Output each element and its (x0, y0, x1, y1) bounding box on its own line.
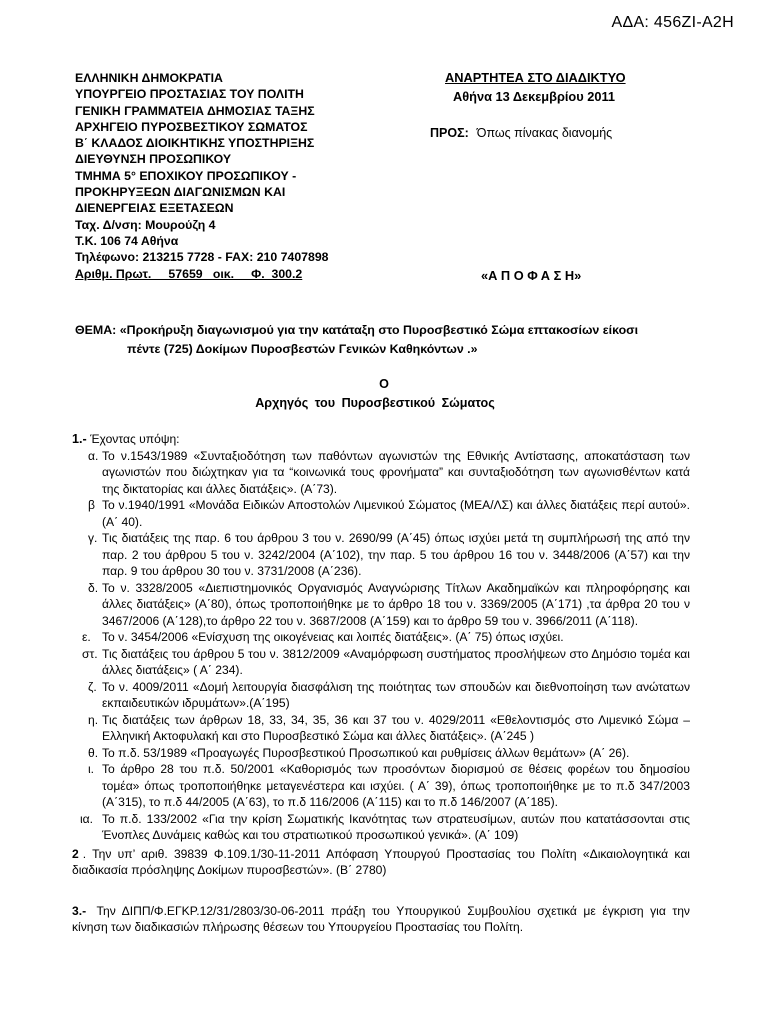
item-label: θ. (88, 745, 99, 760)
publish-notice: ΑΝΑΡΤΗΤΕΑ ΣΤΟ ΔΙΑΔΙΚΤΥΟ (445, 70, 626, 85)
recipient-line (430, 126, 612, 140)
postal-code-line: Τ.Κ. 106 74 Αθήνα (75, 233, 179, 248)
subject (75, 321, 695, 359)
section-1-intro (72, 431, 690, 448)
heading-chief: Αρχηγός του Πυροσβεστικού Σώματος (255, 396, 495, 410)
section-1-intro-text: Έχοντας υπόψη: (90, 432, 180, 446)
consideration-item (72, 497, 690, 530)
item-text: Το ν. 3454/2006 «Ενίσχυση της οικογένειας και λοιπές διατάξεις». (Α΄ 75) όπως ισχύει. (102, 630, 564, 644)
consideration-item (72, 580, 690, 630)
consideration-item (72, 745, 690, 762)
ada-code: ΑΔΑ: 456ΖΙ-Α2Η (611, 14, 734, 31)
item-label: ι. (88, 762, 95, 776)
item-label: η. (88, 712, 99, 727)
subject-line-1: ΘΕΜΑ: «Προκήρυξη διαγωνισμού για την κατάταξη στο Πυροσβεστικό Σώμα επτακοσίων είκοσι (75, 323, 639, 337)
header-line: ΔΙΕΥΘΥΝΣΗ ΠΡΟΣΩΠΙΚΟΥ (75, 152, 232, 167)
item-text: Το ν. 4009/2011 «Δομή λειτουργία διασφάλιση της ποιότητας των σπουδών και διεθνοποίηση των ανώτατων εκπαιδευτικών ιδρυμάτων».(Α΄195) (102, 679, 690, 710)
item-text: Το π.δ. 53/1989 «Προαγωγές Πυροσβεστικού Προσωπικού και ρυθμίσεις άλλων θεμάτων» (Α΄ 26). (102, 745, 630, 760)
item-text: Τις διατάξεις της παρ. 6 του άρθρου 3 του ν. 2690/99 (Α΄45) όπως ισχύει μετά τη συμπλήρωσή της από την παρ. 2 του άρθρου 5 του ν. 3242/2004 (Α΄102), την παρ. 5 του άρθρου 16 του ν. 3448/2006 (Α΄57) και την παρ. 9 του άρθρου 30 του ν. 3731/2008 (Α΄236). (102, 531, 690, 578)
address-line: Ταχ. Δ/νση: Μουρούζη 4 (75, 217, 216, 232)
consideration-item (72, 646, 690, 679)
consideration-item (72, 811, 690, 844)
protocol-number: Αριθμ. Πρωτ. 57659 οικ. Φ. 300.2 (75, 266, 303, 281)
heading-o: Ο (379, 377, 389, 391)
header-line: Β΄ ΚΛΑΔΟΣ ΔΙΟΙΚΗΤΙΚΗΣ ΥΠΟΣΤΗΡΙΞΗΣ (75, 136, 315, 151)
item-label: ζ. (88, 679, 97, 694)
item-text: Το άρθρο 28 του π.δ. 50/2001 «Καθορισμός των προσόντων διορισμού σε θέσεις φορέων του δημοσίου τομέα» όπως τροποποιήθηκε μεταγενέστερα και ισχύει. ( Α΄ 39), όπως τροποποιήθηκε με το π.δ 347/2003 (Α΄315), το π.δ 44/2005 (Α΄63), το π.δ 116/2006 (Α΄115) και το π.δ 146/2007 (Α΄185). (102, 762, 690, 809)
subject-line-2: πέντε (725) Δοκίμων Πυροσβεστών Γενικών Καθηκόντων .» (127, 342, 478, 356)
item-label: γ. (88, 531, 98, 545)
consideration-item (72, 629, 690, 646)
section-2 (72, 846, 690, 879)
header-line: ΕΛΛΗΝΙΚΗ ΔΗΜΟΚΡΑΤΙΑ (75, 71, 223, 85)
section-3-number: 3.- (72, 903, 87, 918)
item-text: Τις διατάξεις του άρθρου 5 του ν. 3812/2009 «Αναμόρφωση συστήματος προσλήψεων στο Δημόσιο τομέα και άλλες διατάξεις» ( Α΄ 234). (102, 646, 690, 677)
consideration-item (72, 761, 690, 811)
header-line: ΤΜΗΜΑ 5° ΕΠΟΧΙΚΟΥ ΠΡΟΣΩΠΙΚΟΥ - (75, 168, 297, 183)
considerations-list (72, 448, 690, 844)
item-text: Το ν.1543/1989 «Συνταξιοδότηση των παθόντων αγωνιστών της Εθνικής Αντίστασης, αποκατάσταση των αγωνιστών που διώχτηκαν για τα “κοινωνικά τους φρονήματα” και συνταξιοδότηση των αγωνισθέντων κατά της δικτατορίας και άλλες διατάξεις». (Α΄73). (102, 448, 690, 496)
section-3-text: Την ΔΙΠΠ/Φ.ΕΓΚΡ.12/31/2803/30-06-2011 πράξη του Υπουργικού Συμβουλίου σχετικά με έγκριση για την κίνηση των διαδικασιών πλήρωσης θέσεων του Υπουργείου Προστασίας του Πολίτη. (72, 903, 690, 934)
section-1-number: 1.- (72, 432, 87, 446)
item-text: Το ν.1940/1991 «Μονάδα Ειδικών Αποστολών Λιμενικού Σώματος (ΜΕΑ/ΛΣ) και άλλες διατάξεις περί αυτού». (Α΄ 40). (102, 498, 690, 529)
document-body (72, 431, 690, 936)
recipient-label: ΠΡΟΣ: (430, 126, 469, 140)
section-2-text: . Την υπ’ αριθ. 39839 Φ.109.1/30-11-2011 Απόφαση Υπουργού Προστασίας του Πολίτη «Δικαιολογητικά και διαδικασία πρόσληψης Δοκίμων πυροσβεστών». (Β΄ 2780) (72, 846, 690, 877)
item-label: β (88, 498, 95, 512)
decision-title: «Α Π Ο Φ Α Σ Η» (481, 268, 582, 283)
item-text: Το ν. 3328/2005 «Διεπιστημονικός Οργανισμός Αναγνώρισης Τίτλων Ακαδημαϊκών και πληροφόρησης και άλλες διατάξεις» (Α΄80), όπως τροποποιήθηκε με το άρθρο 18 του ν. 3369/2005 (Α΄171) ,τα άρθρα 20 του ν 3467/2006 (Α΄128),το άρθρο 22 του ν. 3687/2008 (Α΄159) και το άρθρο 59 του ν. 3966/2011 (Α΄118). (102, 580, 690, 628)
item-label: ε. (82, 630, 91, 644)
header-line: ΥΠΟΥΡΓΕΙΟ ΠΡΟΣΤΑΣΙΑΣ ΤΟΥ ΠΟΛΙΤΗ (75, 87, 304, 102)
header-line: ΓΕΝΙΚΗ ΓΡΑΜΜΑΤΕΙΑ ΔΗΜΟΣΙΑΣ ΤΑΞΗΣ (75, 103, 315, 118)
recipient-value: Όπως πίνακας διανομής (476, 126, 613, 140)
document-date: Αθήνα 13 Δεκεμβρίου 2011 (453, 89, 616, 104)
header-line: ΔΙΕΝΕΡΓΕΙΑΣ ΕΞΕΤΑΣΕΩΝ (75, 201, 234, 216)
item-label: ια. (80, 811, 94, 826)
item-label: στ. (82, 646, 98, 661)
item-text: Τις διατάξεις των άρθρων 18, 33, 34, 35, 36 και 37 του ν. 4029/2011 «Εθελοντισμός στο Λιμενικό Σώμα – Ελληνική Ακτοφυλακή και στο Πυροσβεστικό Σώμα και άλλες διατάξεις». (Α΄245 ) (102, 712, 690, 743)
section-2-number: 2 (72, 846, 79, 861)
phone-fax-line: Τηλέφωνο: 213215 7728 - FAX: 210 7407898 (75, 250, 329, 265)
item-label: δ. (88, 580, 99, 595)
header-line: ΑΡΧΗΓΕΙΟ ΠΥΡΟΣΒΕΣΤΙΚΟΥ ΣΩΜΑΤΟΣ (75, 119, 308, 134)
sender-block (75, 70, 329, 282)
consideration-item (72, 712, 690, 745)
item-text: Το π.δ. 133/2002 «Για την κρίση Σωματικής Ικανότητας των στρατευσίμων, αυτών που κατατάσσονται στις Ένοπλες Δυνάμεις καθώς και του στρατιωτικού προσωπικού γενικά». (Α΄ 109) (102, 811, 690, 842)
consideration-item (72, 679, 690, 712)
consideration-item (72, 448, 690, 498)
header-line: ΠΡΟΚΗΡΥΞΕΩΝ ΔΙΑΓΩΝΙΣΜΩΝ ΚΑΙ (75, 185, 286, 200)
section-3 (72, 903, 690, 936)
consideration-item (72, 530, 690, 580)
item-label: α. (88, 448, 99, 463)
